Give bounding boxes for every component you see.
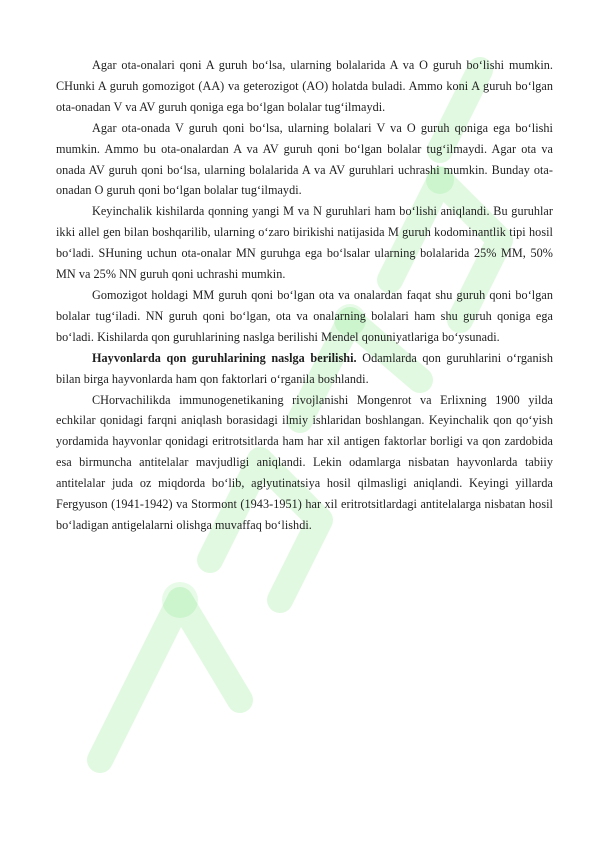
paragraph-6: CHorvachilikda immunogenetikaning rivojlanishi Mongenrot va Erlixning 1900 yilda echkilar qonidagi farqni aniqlash borasidagi ilmiy ishlaridan boshlangan. Keyinchalik qon qo‘yish yordamida hayvonlar qonidagi eritrotsitlarda ham har xil antigen faktorlar borligi va qon zardobida esa birmuncha antitelalar mavjudligi aniqlandi. Lekin odamlarga nisbatan hayvonlarda tabiiy antitelalar juda oz miqdorda bo‘lib, aglyutinatsiya hosil qilmasligi aniqlandi. Keyingi yillarda Fergyuson (1941-1942) va Stormont (1943-1951) har xil eritrotsitlardagi antitelalarga nisbatan hosil bo‘ladigan antigelalarni olishga muvaffaq bo‘lishdi. [56, 392, 553, 532]
paragraph-4: Gomozigot holdagi MM guruh qoni bo‘lgan ota va onalardan faqat shu guruh qoni bo‘lgan bolalar tug‘iladi. NN guruh qoni bo‘lgan, ota va onalarning bolalari ham shu guruh qoniga ega bo‘ladi. Kishilarda qon guruhlarining naslga berilishi Mendel qonuniyatlariga bo‘ysunadi. [56, 287, 553, 344]
section-heading: Hayvonlarda qon guruhlarining naslga berilishi. [92, 350, 357, 365]
paragraph-2: Agar ota-onada V guruh qoni bo‘lsa, ularning bolalari V va O guruh qoniga ega bo‘lishi mumkin. Ammo bu ota-onalardan A va AV guruh qoni bo‘lgan bolalar tug‘ilmaydi. Agar ota va onada AV guruh qoni bo‘lsa, ularning bolalarida A va AV guruhlari uchrashi mumkin. Bunday ota-onadan O guruh qoni bo‘lgan bolalar tug‘ilmaydi. [56, 120, 553, 198]
paragraph-1: Agar ota-onalari qoni A guruh bo‘lsa, ularning bolalarida A va O guruh bo‘lishi mumkin. CHunki A guruh gomozigot (AA) va geterozigot (AO) holatda buladi. Ammo koni A guruh bo‘lgan ota-onadan V va AV guruh qoniga ega bo‘lgan bolalar tug‘ilmaydi. [56, 58, 553, 114]
document-page [56, 55, 553, 536]
paragraph-3: Keyinchalik kishilarda qonning yangi M va N guruhlari ham bo‘lishi aniqlandi. Bu guruhlar ikki allel gen bilan boshqarilib, ularning o‘zaro birikishi natijasida M guruh kodominantlik tipi hosil bo‘ladi. SHuning uchun ota-onalar MN guruhga ega bo‘lsalar ularning bolalarida 25% MM, 50% MN va 25% NN guruh qoni uchrashi mumkin. [56, 204, 553, 282]
paragraph-5-text: Odamlarda qon guruhlarini o‘rganish bilan birga hayvonlarda ham qon faktorlari o‘rganila boshlandi. [56, 350, 553, 386]
paragraph-5 [56, 348, 553, 390]
